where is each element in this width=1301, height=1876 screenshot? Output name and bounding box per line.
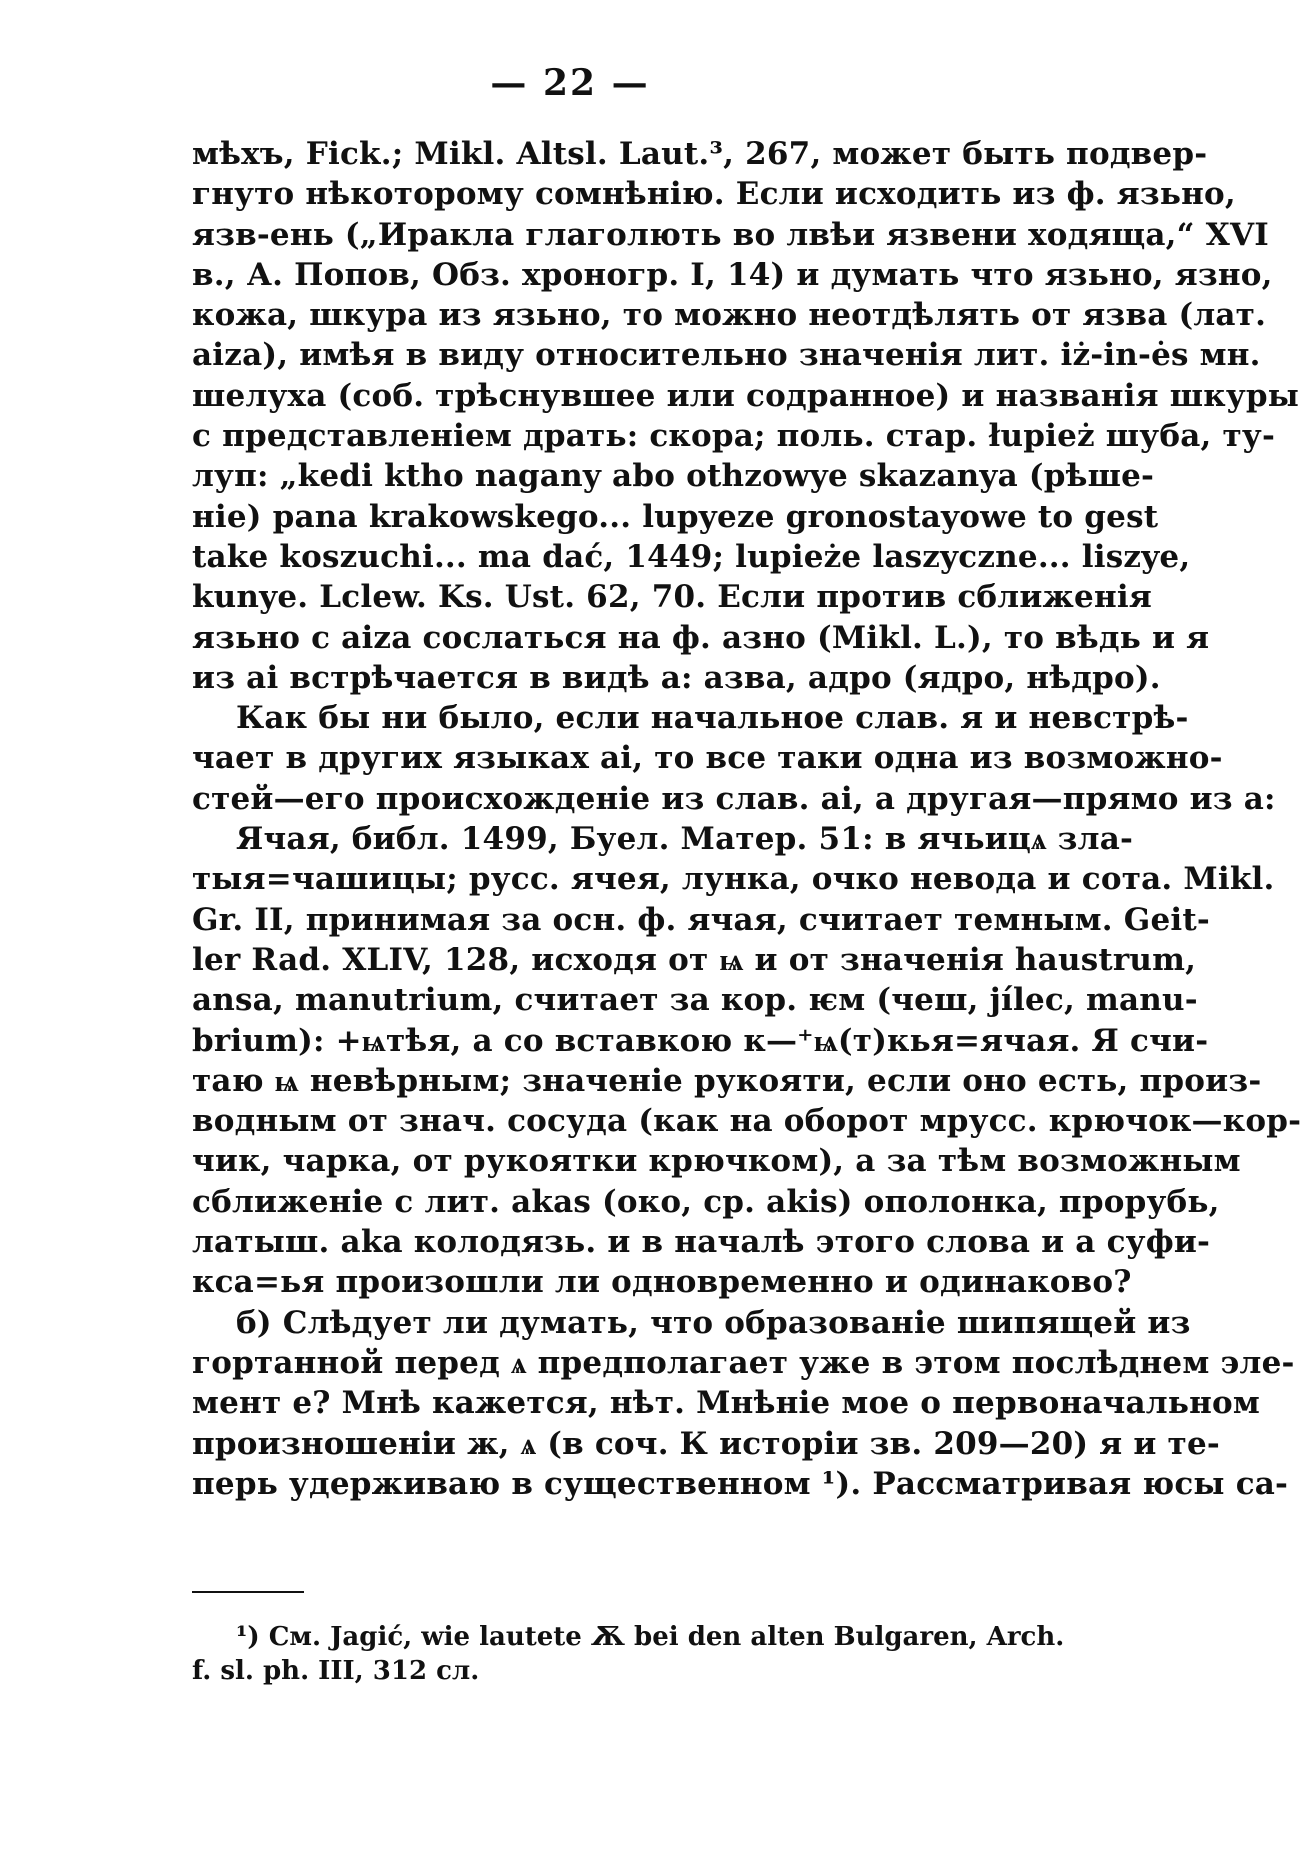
- text-line: сближеніе с лит. akas (око, ср. akis) ополонка, прорубь,: [192, 1183, 1220, 1220]
- text-line: б) Слѣдует ли думать, что образованіе шипящей из: [236, 1304, 1191, 1341]
- text-line: из ai встрѣчается в видѣ а: азва, адро (ядро, нѣдро).: [192, 659, 1161, 696]
- text-line: гнуто нѣкоторому сомнѣнію. Если исходить из ф. язьно,: [192, 176, 1236, 213]
- text-line: ніе) pana krakowskego... lupyeze gronostayowe to gest: [192, 498, 1159, 535]
- text-line: aiza), имѣя в виду относительно значенія лит. iż-in-ės мн.: [192, 337, 1261, 374]
- text-line: ansa, manutrium, считает за кор. ѥм (чеш, jílec, manu-: [192, 982, 1198, 1019]
- footnote-rule: [192, 1591, 304, 1593]
- text-line: kunye. Lclew. Ks. Ust. 62, 70. Если против сближенія: [192, 579, 1152, 616]
- text-line: мѣхъ, Fick.; Mikl. Altsl. Laut.³, 267, может быть подвер-: [192, 136, 1208, 172]
- text-line: перь удерживаю в существенном ¹). Рассматривая юсы са-: [192, 1465, 1289, 1502]
- text-line: ler Rad. XLIV, 128, исходя от ѩ и от значенія haustrum,: [192, 941, 1197, 978]
- text-line: Gr. II, принимая за осн. ф. ячая, считает темным. Geit-: [192, 901, 1210, 938]
- text-line: язьно с aiza сослаться на ф. азно (Mikl. L.), то вѣдь и я: [192, 619, 1210, 656]
- text-line: водным от знач. сосуда (как на оборот мрусс. крючок—кор-: [192, 1103, 1301, 1140]
- body-text: [192, 134, 1301, 1504]
- text-line: brium): +ѩтѣя, а со вставкою к—⁺ѩ(т)кья=ячая. Я счи-: [192, 1022, 1209, 1059]
- text-line: луп: „kedi ktho nagany abo othzowye skazanya (рѣше-: [192, 458, 1155, 495]
- text-line: Ячая, библ. 1499, Буел. Матер. 51: в ячьицѧ зла-: [236, 821, 1134, 858]
- text-line: шелуха (соб. трѣснувшее или содранное) и названія шкуры: [192, 377, 1300, 414]
- text-line: стей—его происхожденіе из слав. ai, а другая—прямо из a:: [192, 780, 1276, 817]
- text-line: чает в других языках ai, то все таки одна из возможно-: [192, 740, 1223, 777]
- text-line: Как бы ни было, если начальное слав. я и невстрѣ-: [236, 700, 1189, 737]
- text-line: с представленіем драть: скора; поль. стар. łupież шуба, ту-: [192, 418, 1276, 455]
- text-line: кса=ья произошли ли одновременно и одинаково?: [192, 1264, 1132, 1301]
- footnote-line: ¹) См. Jagić, wie lautete Ѫ bei den alten Bulgaren, Arch.: [236, 1622, 1065, 1652]
- text-line: таю ѩ невѣрным; значеніе рукояти, если оно есть, произ-: [192, 1062, 1262, 1099]
- text-line: мент е? Мнѣ кажется, нѣт. Мнѣніе мое о первоначальном: [192, 1385, 1260, 1422]
- text-line: take koszuchi... ma dać, 1449; lupieże laszyczne... liszye,: [192, 538, 1191, 575]
- text-line: гортанной перед ѧ предполагает уже в этом послѣднем эле-: [192, 1344, 1295, 1381]
- page-number: — 22 —: [490, 62, 650, 104]
- text-line: кожа, шкура из язьно, то можно неотдѣлять от язва (лат.: [192, 297, 1267, 334]
- text-line: тыя=чашицы; русс. ячея, лунка, очко невода и сота. Mikl.: [192, 861, 1275, 898]
- footnote-line: f. sl. ph. III, 312 сл.: [192, 1656, 480, 1686]
- text-line: язв-ень („Иракла глаголють во лвѣи язвени ходяща,“ XVI: [192, 216, 1269, 253]
- text-line: произношеніи ж, ѧ (в соч. К исторіи зв. 209—20) я и те-: [192, 1425, 1220, 1462]
- text-line: чик, чарка, от рукоятки крючком), а за тѣм возможным: [192, 1143, 1241, 1180]
- footnote: [192, 1620, 1065, 1688]
- text-line: латыш. aka колодязь. и в началѣ этого слова и а суфи-: [192, 1224, 1211, 1261]
- text-line: в., А. Попов, Обз. хроногр. I, 14) и думать что язьно, язно,: [192, 256, 1273, 293]
